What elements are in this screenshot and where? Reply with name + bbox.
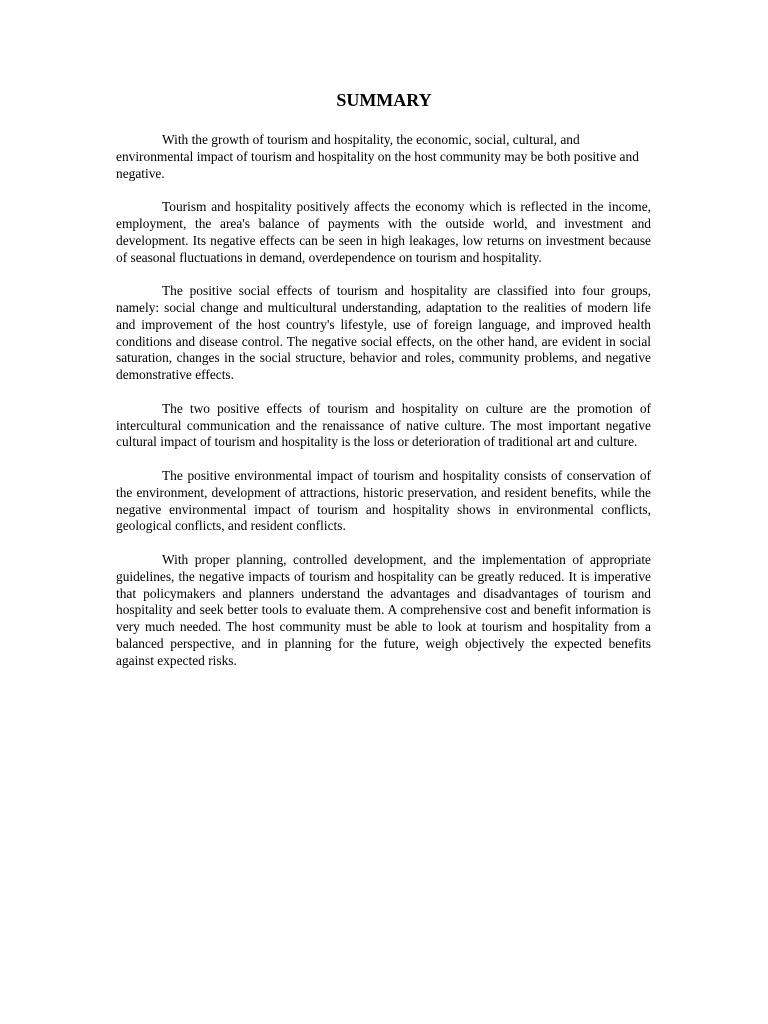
paragraph-social-effects: The positive social effects of tourism and hospitality are classified into four groups, namely: social change and multicultural understanding, adaptation to the realities of modern life and improvement of the host country's lifestyle, use of foreign language, and improved health conditions and disease control. The negative social effects, on the other hand, are evident in social saturation, changes in the social structure, behavior and roles, community problems, and negative demonstrative effects. bbox=[116, 283, 651, 383]
paragraph-environmental-effects: The positive environmental impact of tourism and hospitality consists of conservation of the environment, development of attractions, historic preservation, and resident benefits, while the negative environmental impact of tourism and hospitality shows in environmental conflicts, geological conflicts, and resident conflicts. bbox=[116, 467, 651, 534]
paragraph-growth-impact: With the growth of tourism and hospitality, the economic, social, cultural, and environmental impact of tourism and hospitality on the host community may be both positive and negative. bbox=[116, 132, 639, 181]
page-title: SUMMARY bbox=[336, 90, 432, 110]
paragraph-economic-effects: Tourism and hospitality positively affects the economy which is reflected in the income, employment, the area's balance of payments with the outside world, and investment and development. Its negative effects can be seen in high leakages, low returns on investment because of seasonal fluctuations in demand, overdependence on tourism and hospitality. bbox=[116, 199, 651, 265]
paragraph-planning-recommendations: With proper planning, controlled development, and the implementation of appropriate guidelines, the negative impacts of tourism and hospitality can be greatly reduced. It is imperative that policymakers and planners understand the advantages and disadvantages of tourism and hospitality and seek better tools to evaluate them. A comprehensive cost and benefit information is very much needed. The host community must be able to look at tourism and hospitality from a balanced perspective, and in planning for the future, weigh objectively the expected benefits against expected risks. bbox=[116, 551, 651, 668]
paragraph-cultural-effects: The two positive effects of tourism and hospitality on culture are the promotion of intercultural communication and the renaissance of native culture. The most important negative cultural impact of tourism and hospitality is the loss or deterioration of traditional art and culture. bbox=[116, 400, 651, 450]
summary-body bbox=[116, 132, 651, 686]
